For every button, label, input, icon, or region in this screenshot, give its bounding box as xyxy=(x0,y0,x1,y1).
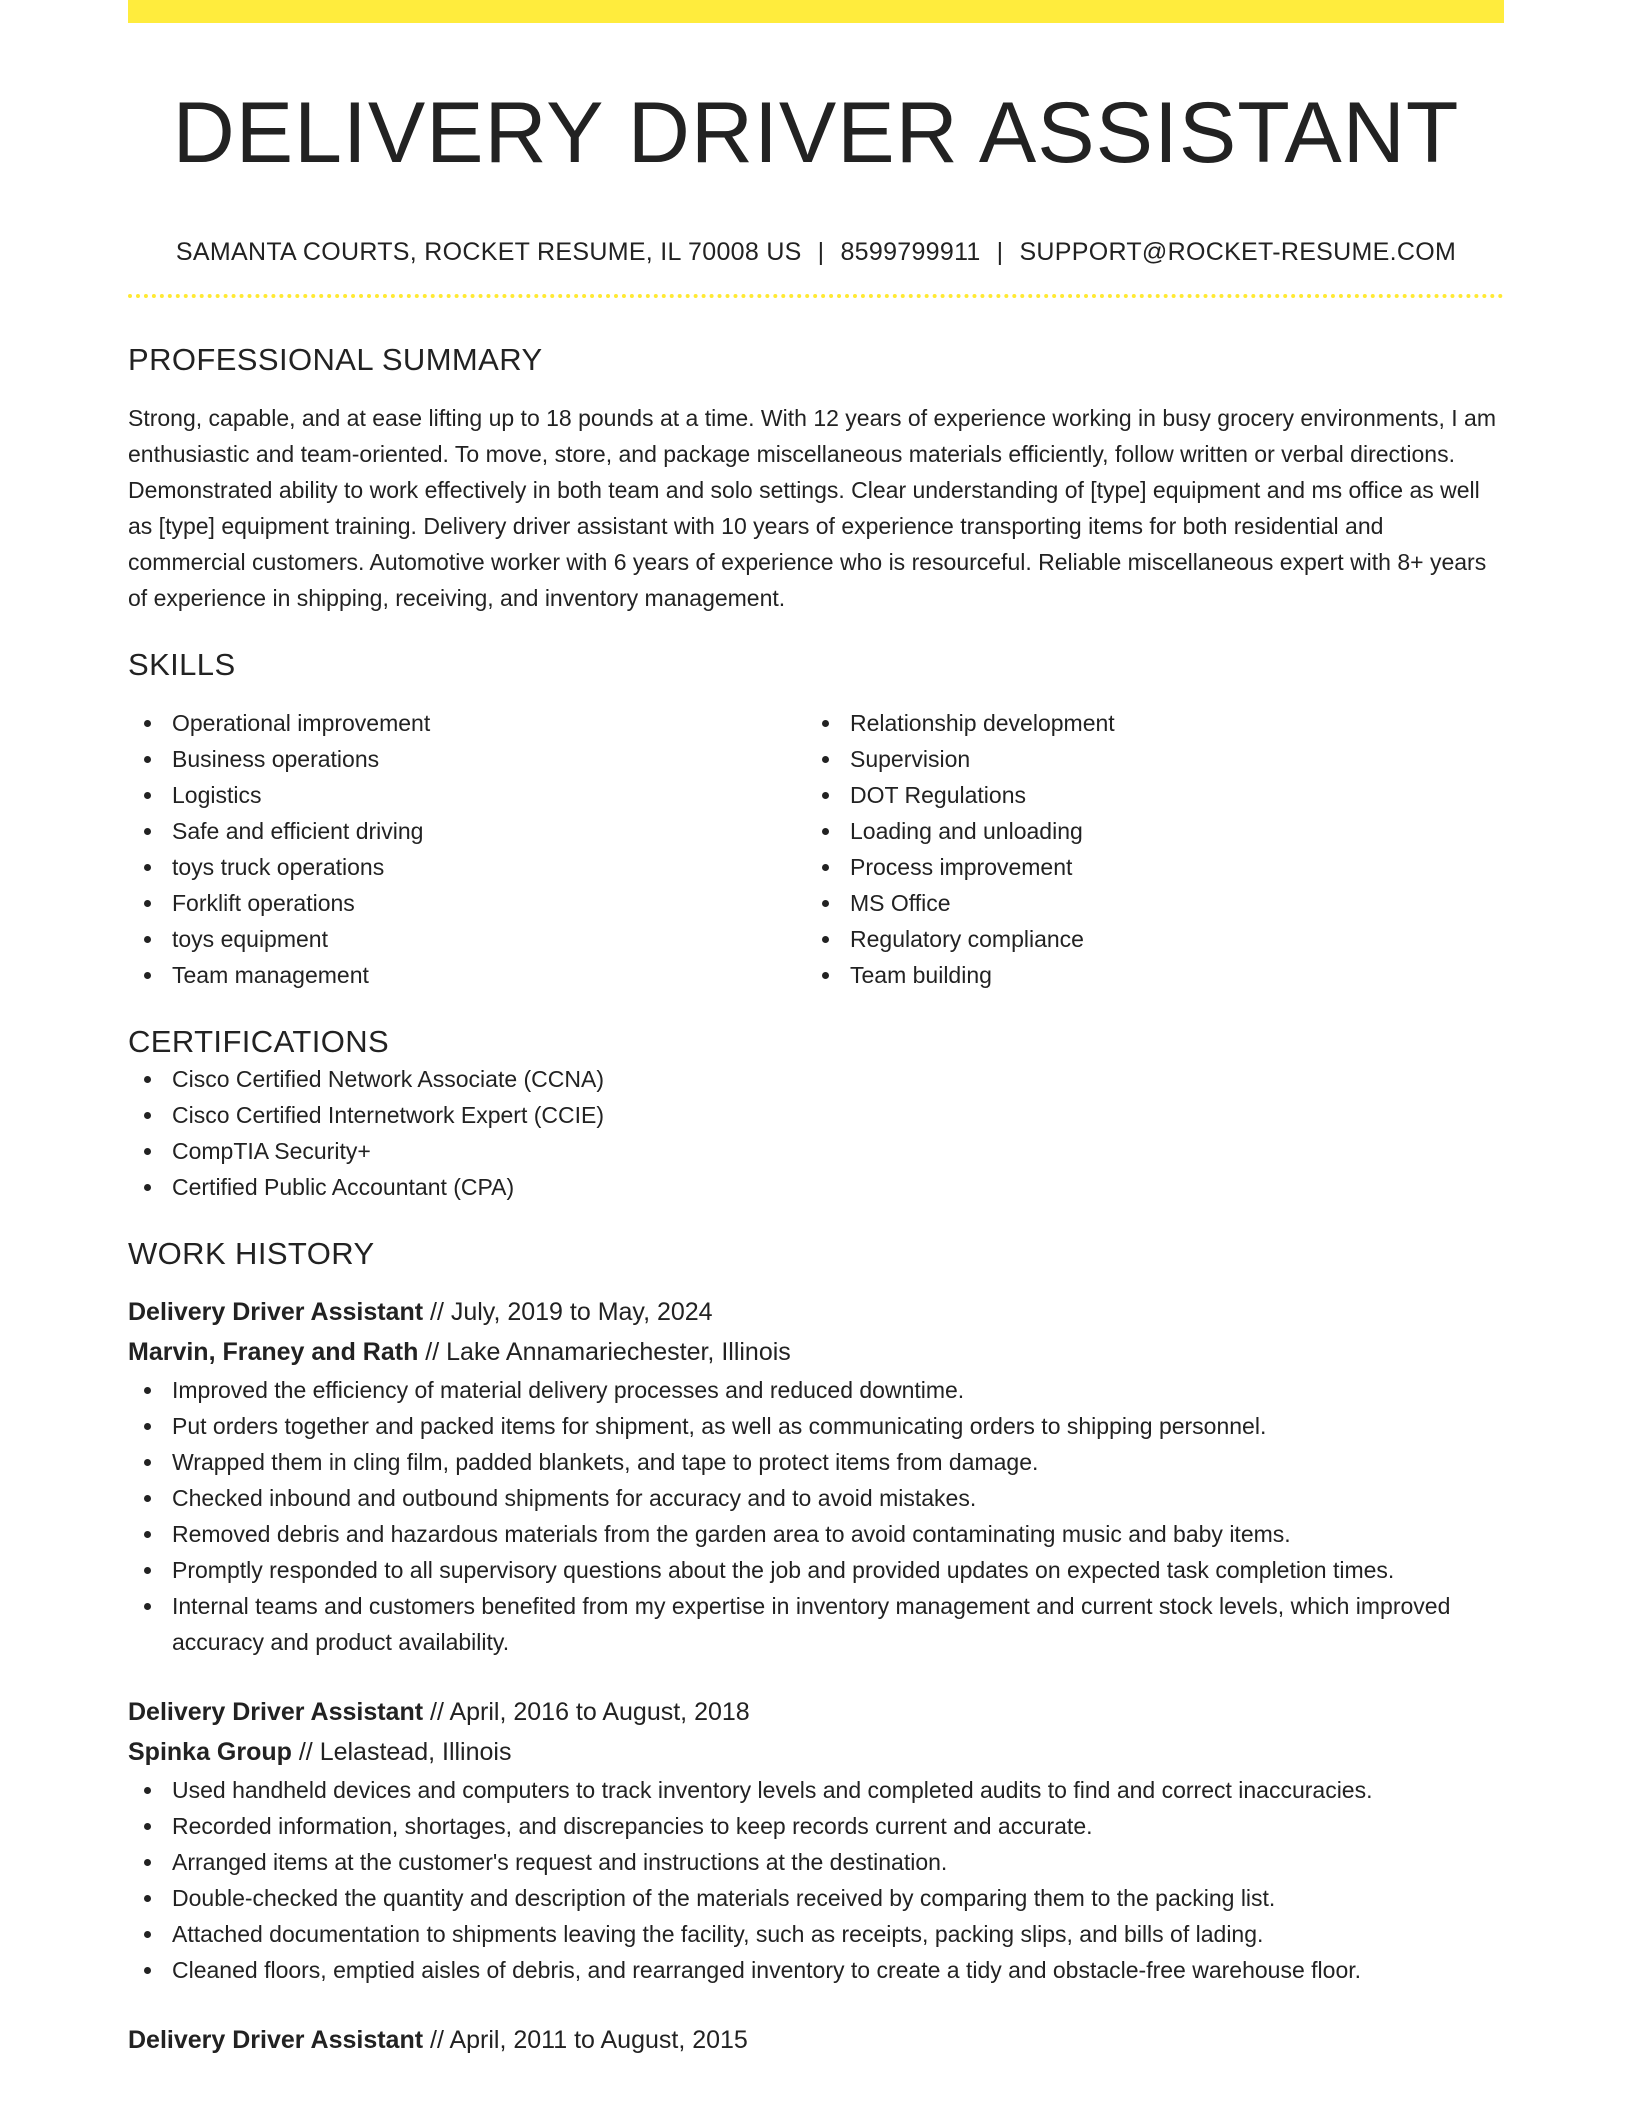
section-title-summary: PROFESSIONAL SUMMARY xyxy=(128,342,543,377)
job-company: Spinka Group xyxy=(128,1738,292,1766)
job-dates: // April, 2011 to August, 2015 xyxy=(423,2026,748,2054)
skill-item: Logistics xyxy=(128,777,806,813)
skills-column-left xyxy=(128,705,806,993)
job-duty-item: Double-checked the quantity and description of the materials received by comparing them to the packing list. xyxy=(128,1880,1504,1916)
job-role-line xyxy=(128,1292,1504,1332)
resume-title: DELIVERY DRIVER ASSISTANT xyxy=(172,85,1460,181)
skill-item: Regulatory compliance xyxy=(806,921,1484,957)
skill-item: toys equipment xyxy=(128,921,806,957)
skill-item: Supervision xyxy=(806,741,1484,777)
certification-item: Cisco Certified Network Associate (CCNA) xyxy=(128,1061,1504,1097)
job-company-line xyxy=(128,1732,1504,1772)
skill-item: toys truck operations xyxy=(128,849,806,885)
section-title-certifications: CERTIFICATIONS xyxy=(128,1024,390,1059)
job-company: Marvin, Franey and Rath xyxy=(128,1338,419,1366)
job-duty-item: Cleaned floors, emptied aisles of debris, and rearranged inventory to create a tidy and obstacle-free warehouse floor. xyxy=(128,1952,1504,1988)
contact-address: SAMANTA COURTS, ROCKET RESUME, IL 70008 US xyxy=(175,238,802,266)
job-duties-list xyxy=(128,1772,1504,1988)
job-location: // Lelastead, Illinois xyxy=(291,1738,512,1766)
job-role: Delivery Driver Assistant xyxy=(128,2026,424,2054)
job-location: // Lake Annamariechester, Illinois xyxy=(418,1338,791,1366)
skill-item: DOT Regulations xyxy=(806,777,1484,813)
resume-page xyxy=(128,0,1504,2060)
skill-item: Team management xyxy=(128,957,806,993)
summary-text: Strong, capable, and at ease lifting up to 18 pounds at a time. With 12 years of experience working in busy grocery environments, I am enthusiastic and team-oriented. To move, store, and package miscellaneous materials efficiently, follow written or verbal directions. Demonstrated ability to work effectively in both team and solo settings. Clear understanding of [type] equipment and ms office as well as [type] equipment training. Delivery driver assistant with 10 years of experience transporting items for both residential and commercial customers. Automotive worker with 6 years of experience who is resourceful. Reliable miscellaneous expert with 8+ years of experience in shipping, receiving, and inventory management. xyxy=(128,405,1496,611)
job-entry xyxy=(128,2020,1504,2060)
job-role-line xyxy=(128,2020,1504,2060)
dotted-divider xyxy=(128,294,1504,298)
contact-separator: | xyxy=(996,238,1004,266)
skill-item: MS Office xyxy=(806,885,1484,921)
job-role-line xyxy=(128,1692,1504,1732)
contact-line xyxy=(128,237,1504,267)
job-dates: // July, 2019 to May, 2024 xyxy=(423,1298,713,1326)
job-duty-item: Attached documentation to shipments leaving the facility, such as receipts, packing slips, and bills of lading. xyxy=(128,1916,1504,1952)
skill-item: Loading and unloading xyxy=(806,813,1484,849)
section-title-skills: SKILLS xyxy=(128,647,236,682)
job-duty-item: Recorded information, shortages, and discrepancies to keep records current and accurate. xyxy=(128,1808,1504,1844)
job-role: Delivery Driver Assistant xyxy=(128,1698,424,1726)
skill-item: Forklift operations xyxy=(128,885,806,921)
skill-item: Safe and efficient driving xyxy=(128,813,806,849)
skills-column-right xyxy=(806,705,1484,993)
skill-item: Operational improvement xyxy=(128,705,806,741)
job-duty-item: Used handheld devices and computers to track inventory levels and completed audits to find and correct inaccuracies. xyxy=(128,1772,1504,1808)
skill-item: Team building xyxy=(806,957,1484,993)
skill-item: Relationship development xyxy=(806,705,1484,741)
accent-top-bar xyxy=(128,0,1504,23)
certifications-list xyxy=(128,1061,1504,1205)
certification-item: Certified Public Accountant (CPA) xyxy=(128,1169,1504,1205)
job-duties-list xyxy=(128,1372,1504,1660)
section-title-work-history: WORK HISTORY xyxy=(128,1236,375,1271)
job-dates: // April, 2016 to August, 2018 xyxy=(423,1698,750,1726)
certification-item: CompTIA Security+ xyxy=(128,1133,1504,1169)
job-duty-item: Removed debris and hazardous materials from the garden area to avoid contaminating music and baby items. xyxy=(128,1516,1504,1552)
certification-item: Cisco Certified Internetwork Expert (CCIE) xyxy=(128,1097,1504,1133)
job-duty-item: Promptly responded to all supervisory questions about the job and provided updates on expected task completion times. xyxy=(128,1552,1504,1588)
contact-phone: 8599799911 xyxy=(840,238,981,266)
job-company-line xyxy=(128,1332,1504,1372)
contact-email: SUPPORT@ROCKET-RESUME.COM xyxy=(1019,238,1457,266)
job-entry xyxy=(128,1692,1504,1988)
job-duty-item: Checked inbound and outbound shipments for accuracy and to avoid mistakes. xyxy=(128,1480,1504,1516)
skill-item: Business operations xyxy=(128,741,806,777)
job-duty-item: Improved the efficiency of material delivery processes and reduced downtime. xyxy=(128,1372,1504,1408)
job-duty-item: Internal teams and customers benefited from my expertise in inventory management and current stock levels, which improved accuracy and product availability. xyxy=(128,1588,1504,1660)
job-duty-item: Wrapped them in cling film, padded blankets, and tape to protect items from damage. xyxy=(128,1444,1504,1480)
skills-columns xyxy=(128,705,1504,993)
job-duty-item: Arranged items at the customer's request and instructions at the destination. xyxy=(128,1844,1504,1880)
contact-separator: | xyxy=(817,238,825,266)
job-entry xyxy=(128,1292,1504,1660)
job-duty-item: Put orders together and packed items for shipment, as well as communicating orders to shipping personnel. xyxy=(128,1408,1504,1444)
skill-item: Process improvement xyxy=(806,849,1484,885)
job-role: Delivery Driver Assistant xyxy=(128,1298,424,1326)
